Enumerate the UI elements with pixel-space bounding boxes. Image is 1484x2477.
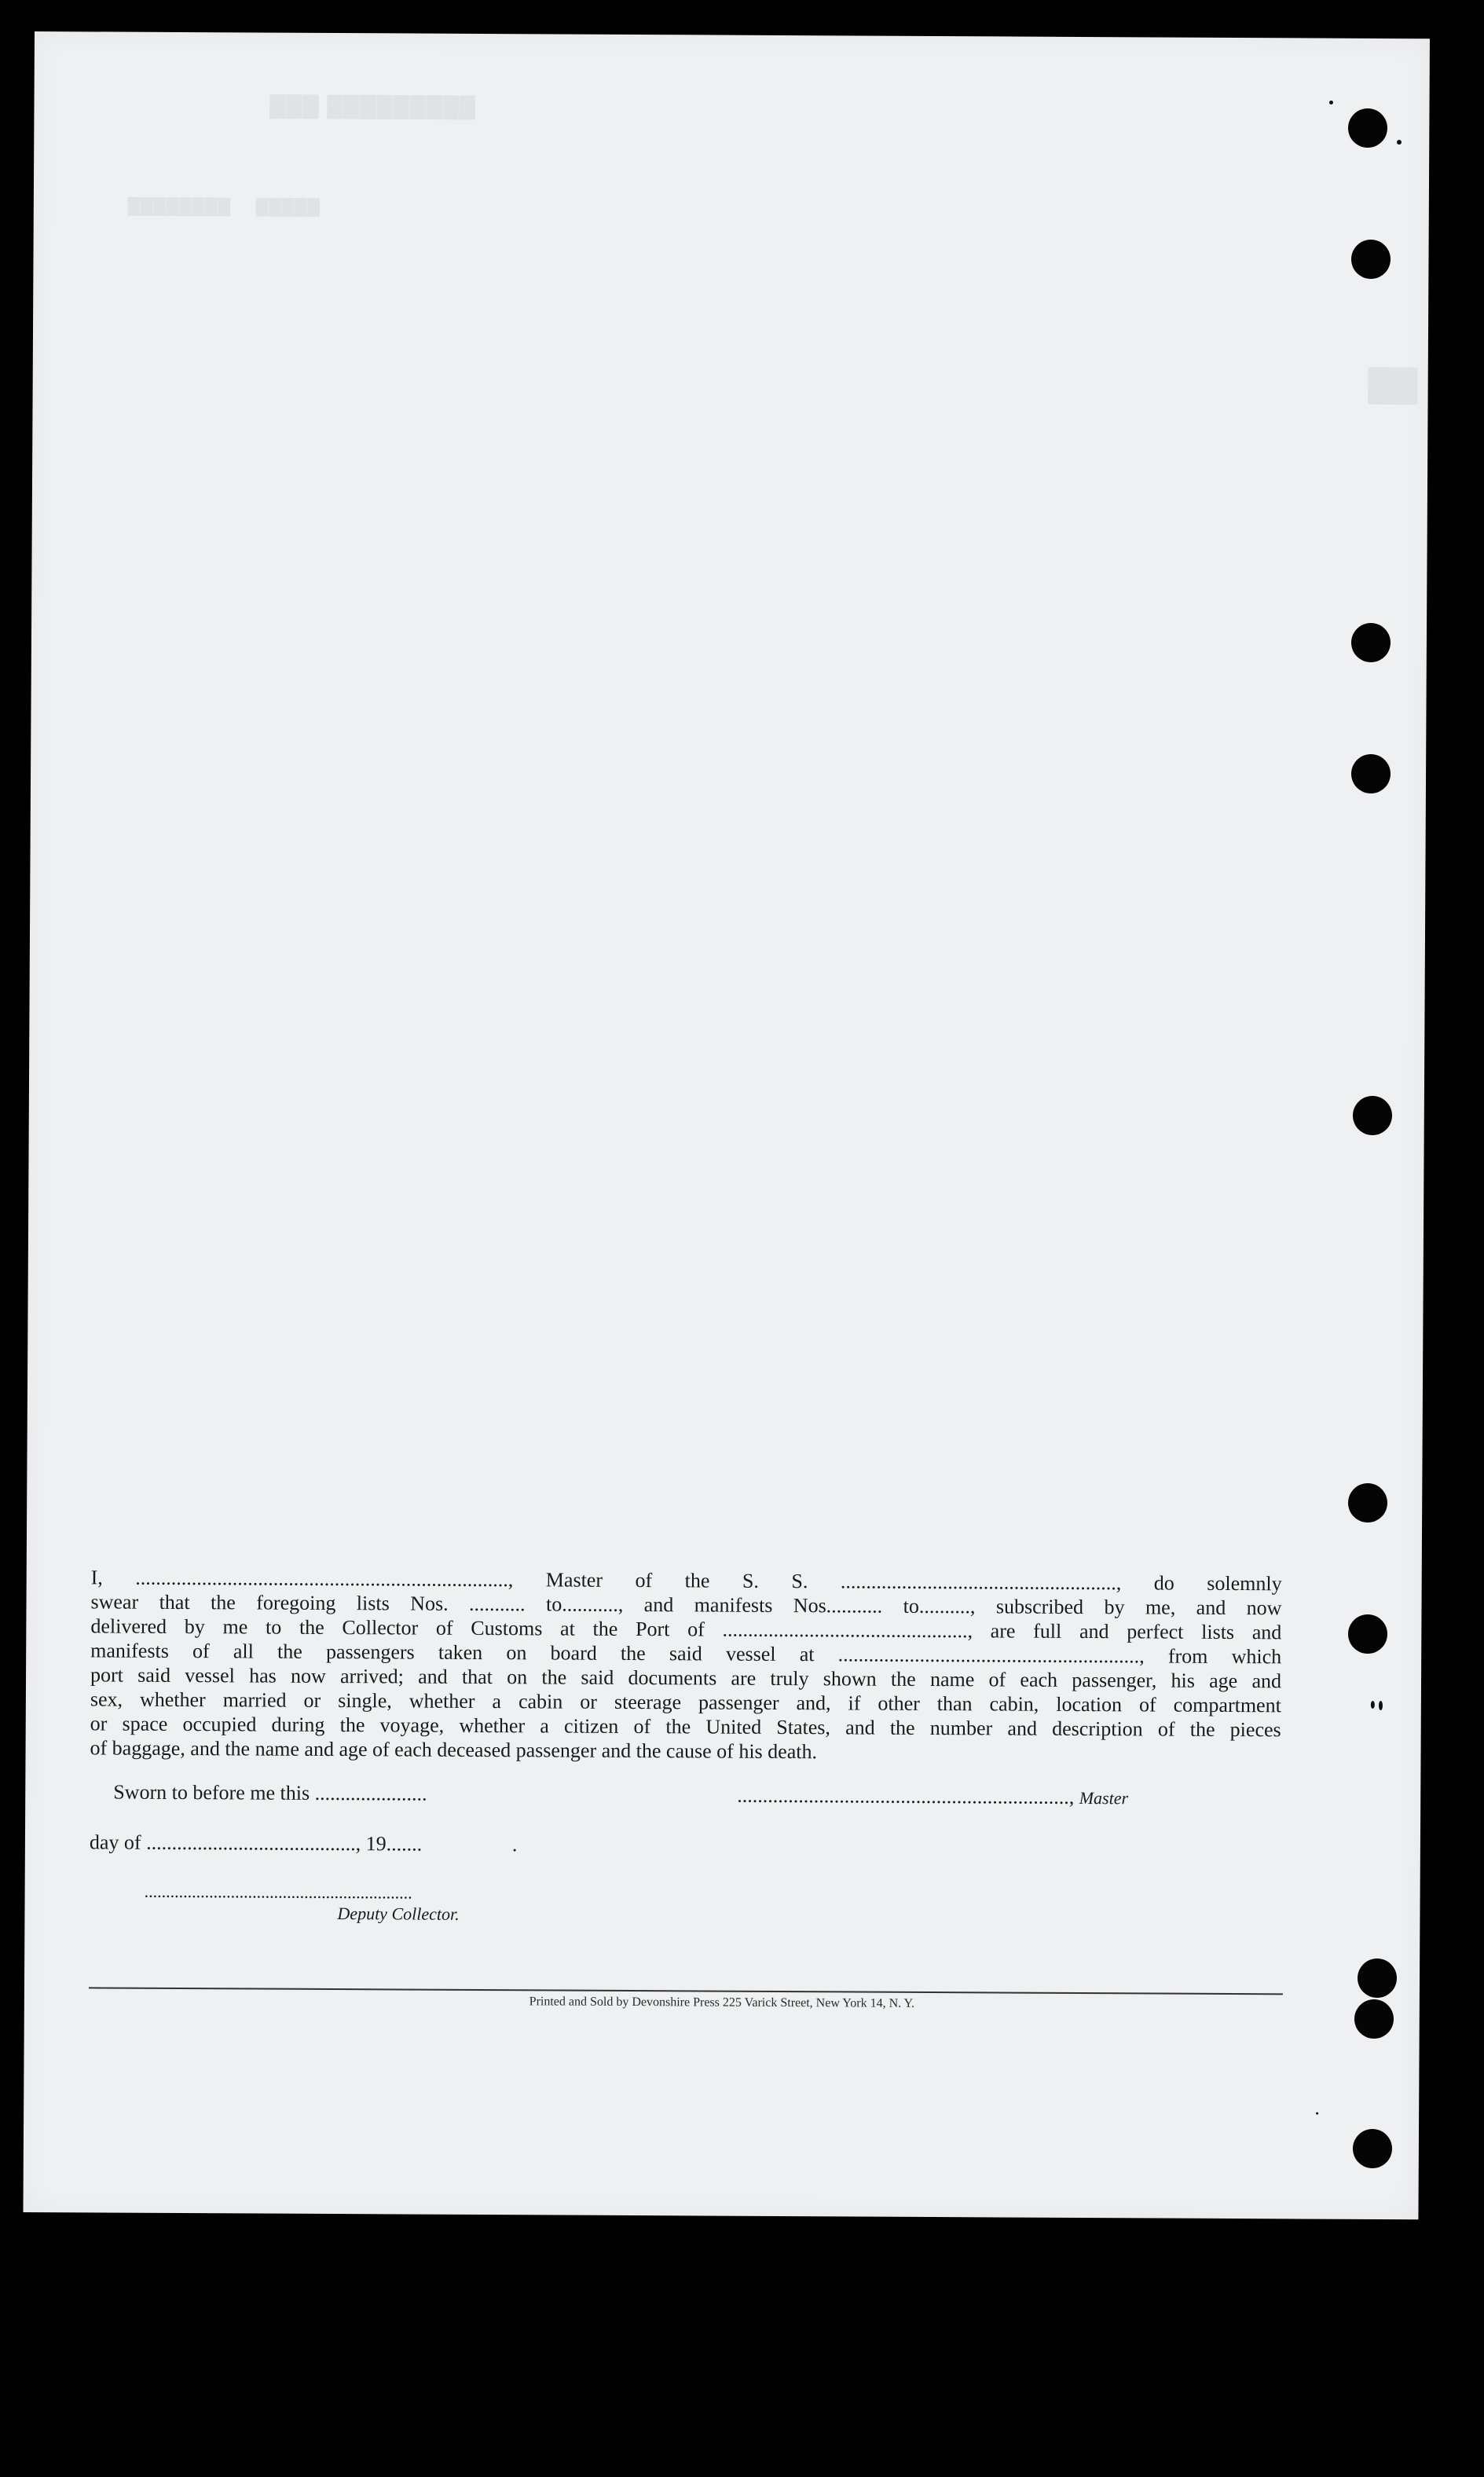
bleed-through-heading: ███ █████████	[269, 95, 476, 120]
corner-speck	[1329, 101, 1333, 104]
bleed-through-number: ██	[1368, 368, 1419, 405]
manifest-page	[23, 31, 1430, 2219]
binder-hole	[1348, 1483, 1387, 1522]
binder-hole	[1348, 1614, 1387, 1654]
master-signature-line	[737, 1784, 1128, 1810]
binder-hole	[1351, 240, 1391, 279]
sworn-day-dot: .	[511, 1833, 518, 1856]
sworn-before-line: Sworn to before me this ......................	[113, 1780, 427, 1805]
corner-speck	[1397, 140, 1402, 145]
binder-hole	[1353, 2129, 1392, 2168]
oath-line-3: delivered by me to the Collector of Customs at the Port of ................................................, are full and perfect lists and	[90, 1614, 1282, 1644]
binder-hole	[1351, 754, 1391, 793]
oath-line-4: manifests of all the passengers taken on board the said vessel at ..........................................................., from which	[90, 1639, 1282, 1669]
master-label: Master	[1079, 1787, 1129, 1808]
deputy-signature-dots: ..............................................................	[144, 1881, 412, 1903]
oath-line-8: of baggage, and the name and age of each deceased passenger and the cause of his death.	[90, 1736, 818, 1764]
binder-hole	[1353, 1096, 1392, 1135]
master-signature-dots: .................................................................,	[737, 1783, 1075, 1808]
deputy-collector-label: Deputy Collector.	[337, 1904, 460, 1924]
oath-line-5: port said vessel has now arrived; and that on the said documents are truly shown the name of each passenger, his age and	[90, 1663, 1282, 1693]
binder-hole	[1351, 623, 1391, 662]
corner-speck	[1379, 1701, 1383, 1710]
oath-line-7: or space occupied during the voyage, whether a citizen of the United States, and the number and description of the pieces	[90, 1712, 1281, 1742]
oath-line-1: I, ........................................................................., Master of the S. S. ......................................................, do solemnly	[90, 1566, 1282, 1596]
bleed-through-row: ████████ █████	[127, 196, 321, 217]
ink-speck	[1316, 2112, 1318, 2115]
binder-hole	[1354, 1999, 1394, 2039]
printer-imprint: Printed and Sold by Devonshire Press 225 Varick Street, New York 14, N. Y.	[529, 1995, 915, 2010]
sworn-day-line: day of ........................................., 19.......	[89, 1830, 423, 1856]
oath-line-2: swear that the foregoing lists Nos. ........... to..........., and manifests Nos........... to.........., subscribed by me, and now	[90, 1590, 1282, 1620]
binder-hole	[1348, 108, 1387, 148]
ink-speck	[1371, 1701, 1375, 1709]
binder-hole	[1358, 1959, 1397, 1998]
master-oath-paragraph	[90, 1565, 1281, 1766]
oath-line-6: sex, whether married or single, whether a cabin or steerage passenger and, if other than cabin, location of compartment	[90, 1687, 1281, 1717]
